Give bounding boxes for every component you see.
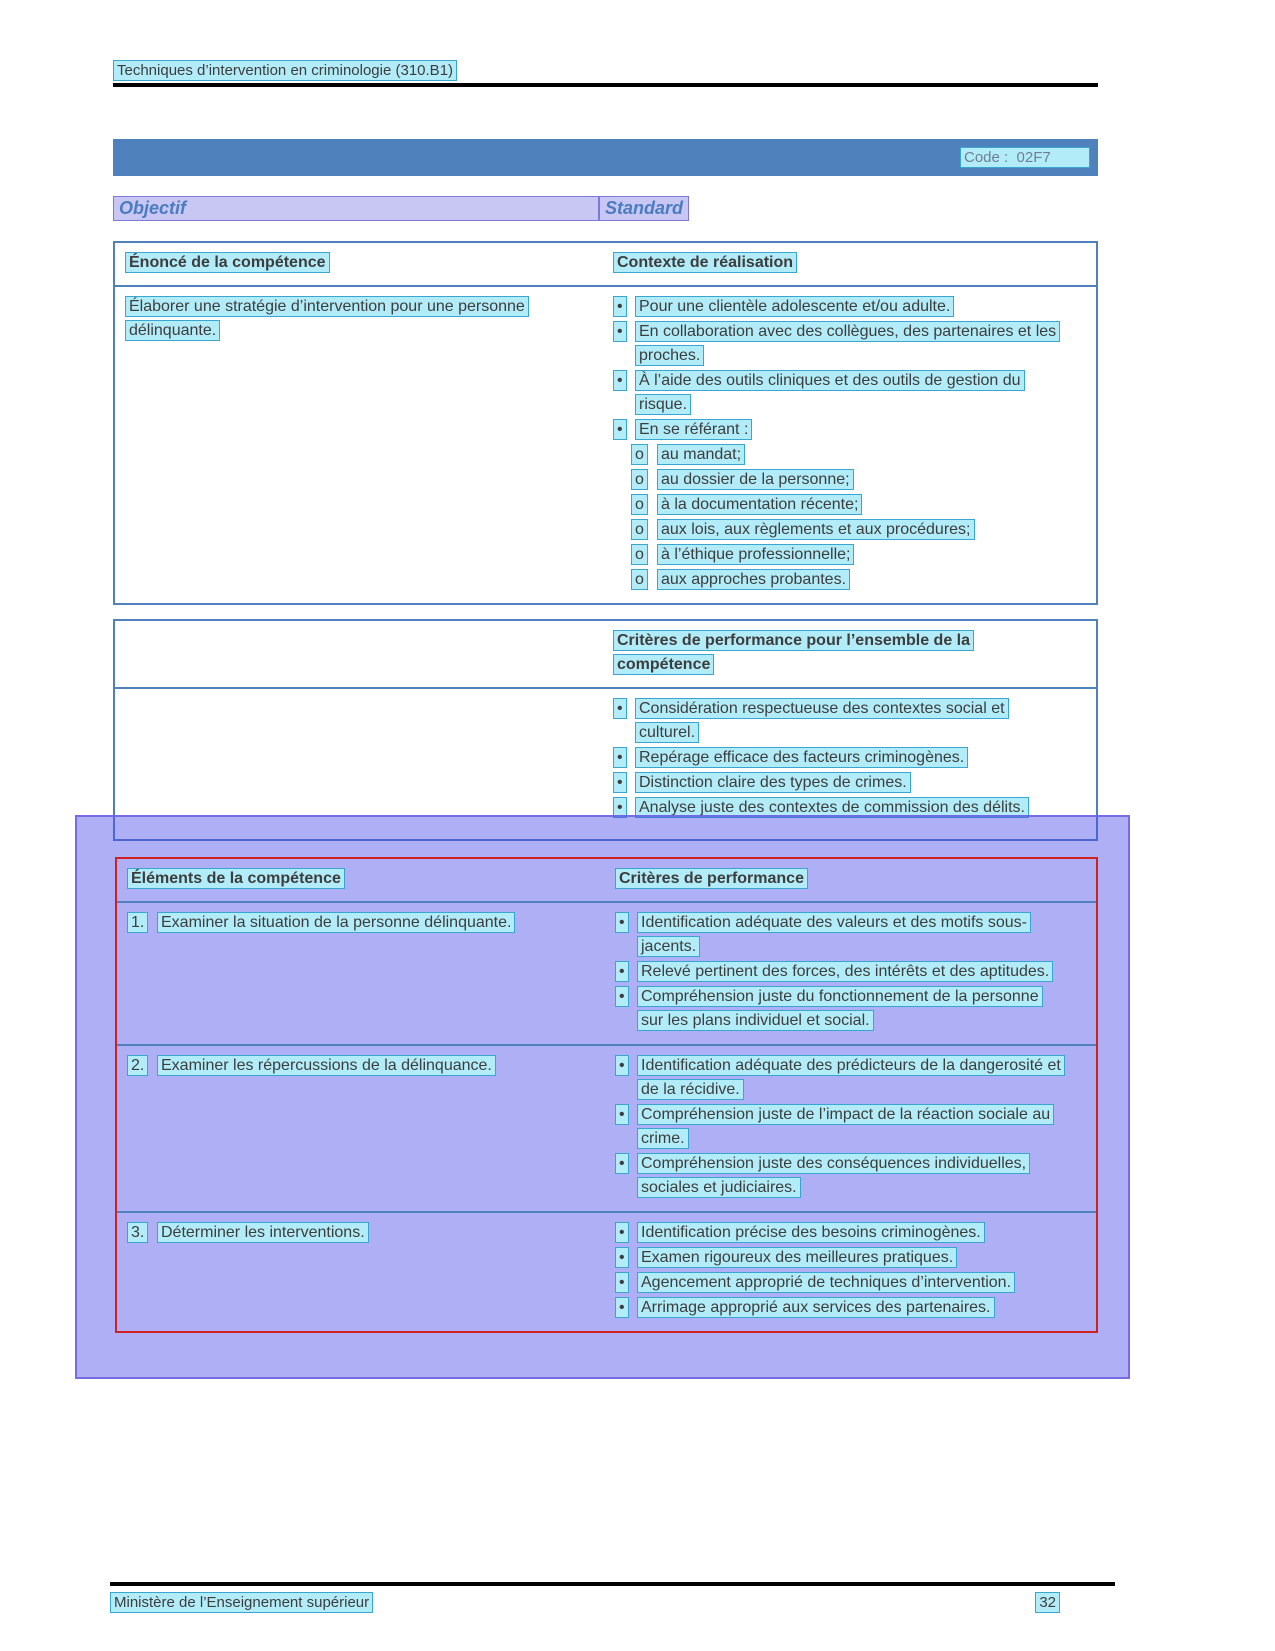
header-cell-elements: [117, 859, 607, 901]
context-sub-bullet-text: au dossier de la personne;: [657, 469, 854, 490]
ensemble-bullet-text: Repérage efficace des facteurs criminogènes.: [635, 747, 968, 768]
bullet-icon: •: [615, 961, 629, 982]
context-sub-bullet: [631, 493, 1062, 517]
criteria-bullet: [615, 1246, 1062, 1270]
bullet-icon: •: [613, 419, 627, 440]
section-headings: [113, 196, 1098, 221]
sub-bullet-icon: o: [631, 494, 648, 515]
objectif-heading: Objectif: [113, 196, 599, 221]
criteria-bullet: [615, 985, 1062, 1033]
sub-bullet-icon: o: [631, 469, 648, 490]
context-bullet: [613, 295, 1062, 319]
criteria-cell: [607, 903, 1096, 1044]
context-bullet-text: En collaboration avec des collègues, des partenaires et les proches.: [635, 321, 1060, 366]
header-cell-contexte: [605, 243, 1096, 285]
code-badge: Code : 02F7: [960, 147, 1090, 168]
statement-cell: [115, 287, 605, 603]
bullet-icon: •: [615, 1222, 629, 1243]
criteria-cell: [607, 1213, 1096, 1331]
criteria-text: Identification précise des besoins criminogènes.: [637, 1222, 985, 1243]
context-cell: [605, 287, 1096, 603]
elements-table: [115, 857, 1098, 1333]
ensemble-bullet-text: Considération respectueuse des contextes social et culturel.: [635, 698, 1009, 743]
competence-table: [113, 241, 1098, 605]
elements-table-header: [117, 859, 1096, 903]
criteria-text: Compréhension juste des conséquences individuelles, sociales et judiciaires.: [637, 1153, 1030, 1198]
bullet-icon: •: [615, 1247, 629, 1268]
sub-bullet-icon: o: [631, 544, 648, 565]
standard-heading: Standard: [599, 196, 689, 221]
context-bullet: [613, 320, 1062, 368]
row-number: 2.: [127, 1055, 148, 1076]
context-sub-bullet-text: à l’éthique professionnelle;: [657, 544, 854, 565]
header-cell-criteres-ensemble: [605, 621, 1096, 687]
bullet-icon: •: [615, 1297, 629, 1318]
bullet-icon: •: [613, 321, 627, 342]
bullet-icon: •: [613, 296, 627, 317]
element-cell: [117, 1046, 607, 1211]
context-bullet-text: En se référant :: [635, 419, 752, 440]
bullet-icon: •: [613, 747, 627, 768]
context-sub-bullet: [631, 443, 1062, 467]
col-header-criteres-ensemble: Critères de performance pour l’ensemble de la compétence: [613, 630, 974, 675]
bullet-icon: •: [615, 1153, 629, 1174]
bullet-icon: •: [613, 772, 627, 793]
bullet-icon: •: [615, 1104, 629, 1125]
ensemble-bullet: [613, 746, 1062, 770]
bullet-icon: •: [613, 370, 627, 391]
context-sub-bullet-text: aux lois, aux règlements et aux procédures;: [657, 519, 975, 540]
row-number: 3.: [127, 1222, 148, 1243]
page-title: Techniques d’intervention en criminologie (310.B1): [113, 60, 457, 81]
element-text: Examiner la situation de la personne délinquante.: [157, 912, 515, 933]
bullet-icon: •: [615, 1272, 629, 1293]
element-cell: [117, 1213, 607, 1331]
sub-bullet-icon: o: [631, 444, 648, 465]
col-header-enonce: Énoncé de la compétence: [125, 252, 330, 273]
bullet-icon: •: [615, 1055, 629, 1076]
header-cell-enonce: [115, 243, 605, 285]
code-banner: [113, 139, 1098, 176]
context-sub-bullet-text: à la documentation récente;: [657, 494, 862, 515]
context-bullet: [613, 369, 1062, 417]
element-cell: [117, 903, 607, 1044]
context-sub-bullet: [631, 468, 1062, 492]
competence-statement: Élaborer une stratégie d’intervention pour une personne délinquante.: [125, 296, 529, 341]
criteria-bullet: [615, 1221, 1062, 1245]
ensemble-bullet: [613, 697, 1062, 745]
criteria-bullet: [615, 1152, 1062, 1200]
context-sub-bullet-text: au mandat;: [657, 444, 745, 465]
competence-table-body: [115, 287, 1096, 603]
criteres-ensemble-table: [113, 619, 1098, 841]
criteria-text: Agencement approprié de techniques d’intervention.: [637, 1272, 1015, 1293]
criteria-text: Compréhension juste du fonctionnement de la personne sur les plans individuel et social.: [637, 986, 1043, 1031]
header-cell-criteres: [607, 859, 1096, 901]
col-header-criteres: Critères de performance: [615, 868, 808, 889]
bullet-icon: •: [613, 797, 627, 818]
criteria-text: Identification adéquate des prédicteurs de la dangerosité et de la récidive.: [637, 1055, 1065, 1100]
bullet-icon: •: [615, 986, 629, 1007]
competence-table-header: [115, 243, 1096, 287]
criteria-bullet: [615, 1296, 1062, 1320]
ensemble-bullet: [613, 771, 1062, 795]
bullet-icon: •: [613, 698, 627, 719]
sub-bullet-icon: o: [631, 569, 648, 590]
footer-rule: [110, 1582, 1115, 1586]
context-sub-bullet-text: aux approches probantes.: [657, 569, 850, 590]
criteria-cell: [607, 1046, 1096, 1211]
bullet-icon: •: [615, 912, 629, 933]
selection-overlay: [75, 815, 1130, 1379]
criteres-ensemble-header: [115, 621, 1096, 689]
table-row: [117, 903, 1096, 1046]
context-bullet-text: Pour une clientèle adolescente et/ou adulte.: [635, 296, 954, 317]
context-sub-bullet: [631, 518, 1062, 542]
document-footer: [110, 1582, 1115, 1613]
col-header-elements: Éléments de la compétence: [127, 868, 345, 889]
sub-bullet-icon: o: [631, 519, 648, 540]
table-row: [117, 1213, 1096, 1331]
criteria-bullet: [615, 1271, 1062, 1295]
ensemble-bullet-text: Distinction claire des types de crimes.: [635, 772, 911, 793]
criteria-text: Compréhension juste de l’impact de la réaction sociale au crime.: [637, 1104, 1054, 1149]
element-text: Déterminer les interventions.: [157, 1222, 369, 1243]
criteria-bullet: [615, 1054, 1062, 1102]
ensemble-bullet-text: Analyse juste des contextes de commission des délits.: [635, 797, 1029, 818]
criteria-text: Examen rigoureux des meilleures pratiques.: [637, 1247, 957, 1268]
criteria-text: Relevé pertinent des forces, des intérêts et des aptitudes.: [637, 961, 1053, 982]
criteria-bullet: [615, 1103, 1062, 1151]
document-header: [113, 62, 1098, 87]
header-rule: [113, 83, 1098, 87]
criteria-text: Identification adéquate des valeurs et des motifs sous-jacents.: [637, 912, 1031, 957]
context-sub-bullet: [631, 543, 1062, 567]
row-number: 1.: [127, 912, 148, 933]
criteria-text: Arrimage approprié aux services des partenaires.: [637, 1297, 995, 1318]
empty-header-cell: [115, 621, 605, 687]
element-text: Examiner les répercussions de la délinquance.: [157, 1055, 496, 1076]
context-sub-bullet: [631, 568, 1062, 592]
context-bullet-text: À l’aide des outils cliniques et des outils de gestion du risque.: [635, 370, 1025, 415]
footer-ministry: Ministère de l’Enseignement supérieur: [110, 1592, 373, 1613]
table-row: [117, 1046, 1096, 1213]
context-bullet: [613, 418, 1062, 442]
page-number: 32: [1035, 1592, 1060, 1613]
col-header-contexte: Contexte de réalisation: [613, 252, 797, 273]
criteria-bullet: [615, 911, 1062, 959]
criteria-bullet: [615, 960, 1062, 984]
